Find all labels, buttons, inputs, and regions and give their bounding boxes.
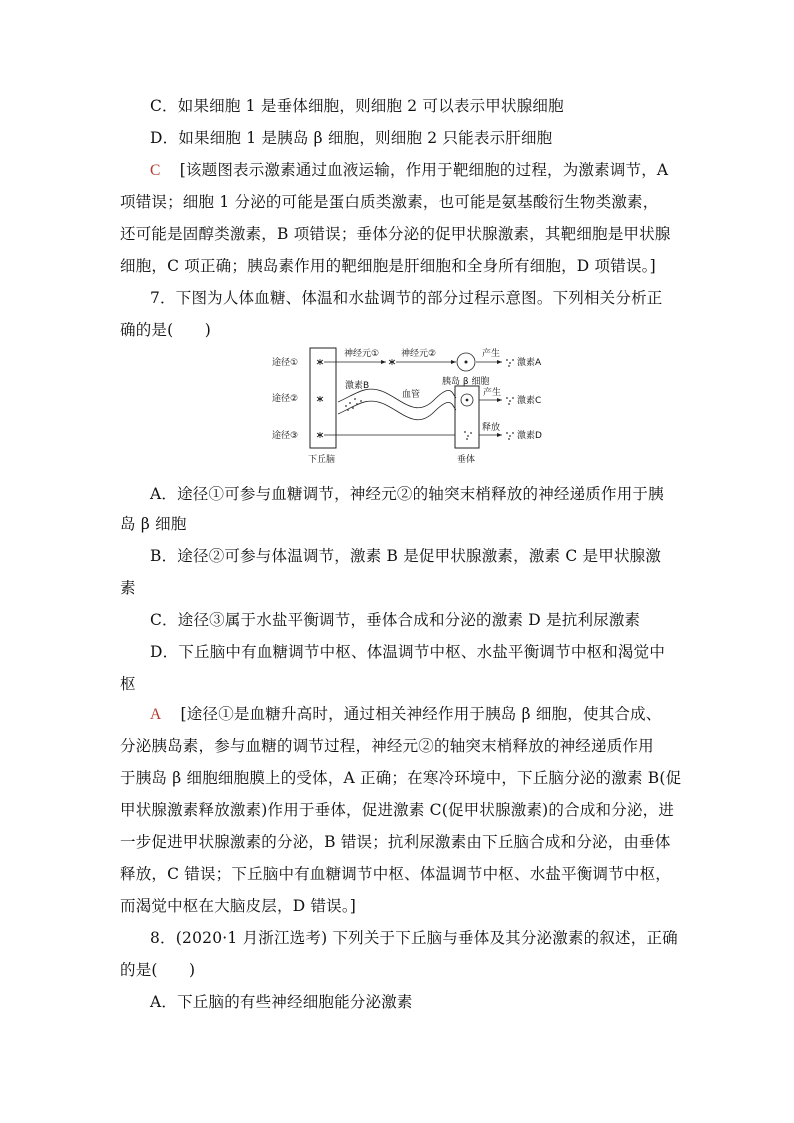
regulation-diagram: [266, 344, 566, 472]
explanation-line: 而渴觉中枢在大脑皮层，D 错误。]: [120, 897, 357, 915]
explanation-line: 甲状腺激素释放激素)作用于垂体，促进激素 C(促甲状腺激素)的合成和分泌，进: [120, 801, 675, 819]
question-8-stem: 8．(2020·1 月浙江选考) 下列关于下丘脑与垂体及其分泌激素的叙述，正确: [150, 929, 678, 947]
option-a-q8: A．下丘脑的有些神经细胞能分泌激素: [150, 993, 413, 1011]
neuron-2-label: 神经元②: [401, 349, 437, 359]
vessel-label: 血管: [402, 390, 421, 400]
explanation-line: 细胞，C 项正确；胰岛素作用的靶细胞是肝细胞和全身所有细胞，D 项错误。]: [120, 257, 656, 275]
explanation-line: 释放，C 错误；下丘脑中有血糖调节中枢、体温调节中枢、水盐平衡调节中枢，: [120, 865, 671, 883]
neuron-1-label: 神经元①: [344, 349, 380, 359]
hormone-a-label: 激素A: [517, 358, 542, 368]
hormone-dots: [506, 432, 514, 440]
explanation-line: 还可能是固醇类激素，B 项错误；垂体分泌的促甲状腺激素，其靶细胞是甲状腺: [120, 225, 671, 243]
hormone-c-label: 激素C: [517, 396, 542, 406]
islet-cell-label: 胰岛 β 细胞: [442, 377, 490, 387]
option-d-q7: D．下丘脑中有血糖调节中枢、体温调节中枢、水盐平衡调节中枢和渴觉中: [150, 643, 666, 661]
path-3-label: 途径③: [272, 431, 299, 441]
release-label: 释放: [482, 423, 501, 433]
explanation-line: 分泌胰岛素，参与血糖的调节过程，神经元②的轴突末梢释放的神经递质作用: [120, 737, 654, 755]
answer-letter: A: [150, 706, 162, 723]
question-7-stem: 7．下图为人体血糖、体温和水盐调节的部分过程示意图。下列相关分析正: [150, 289, 663, 307]
option-c-q6: C．如果细胞 1 是垂体细胞，则细胞 2 可以表示甲状腺细胞: [150, 97, 564, 115]
explanation-line: 于胰岛 β 细胞细胞膜上的受体，A 正确；在寒冷环境中，下丘脑分泌的激素 B(促: [120, 769, 682, 787]
path-2-label: 途径②: [272, 394, 299, 404]
option-d-q6: D．如果细胞 1 是胰岛 β 细胞，则细胞 2 只能表示肝细胞: [150, 129, 553, 147]
answer-letter: C: [150, 162, 161, 179]
option-d-q7-cont: 枢: [120, 675, 136, 693]
pituitary-label: 垂体: [457, 455, 476, 465]
explanation-line: 项错误；细胞 1 分泌的可能是蛋白质类激素，也可能是氨基酸衍生物类激素，: [120, 193, 659, 211]
vessel-wall-bottom: [338, 401, 456, 420]
produce-label-1: 产生: [482, 349, 501, 359]
explanation-line: 一步促进甲状腺激素的分泌，B 错误；抗利尿激素由下丘脑合成和分泌，由垂体: [120, 833, 671, 851]
path-1-label: 途径①: [272, 358, 299, 368]
answer-explanation-q6: C [该题图表示激素通过血液运输，作用于靶细胞的过程，为激素调节，A: [150, 161, 669, 179]
hormone-dots: [506, 359, 514, 367]
option-a-q7: A．途径①可参与血糖调节，神经元②的轴突末梢释放的神经递质作用于胰: [150, 485, 664, 503]
option-b-q7: B．途径②可参与体温调节，激素 B 是促甲状腺激素，激素 C 是甲状腺激: [150, 547, 662, 565]
neuron-icon: [317, 396, 323, 402]
hormone-d-dots: [464, 431, 472, 440]
hypothalamus-label: 下丘脑: [308, 455, 336, 465]
answer-explanation-q7: A [途径①是血糖升高时，通过相关神经作用于胰岛 β 细胞，使其合成、: [150, 705, 662, 723]
hormone-d-label: 激素D: [517, 431, 542, 441]
option-a-q7-cont: 岛 β 细胞: [120, 515, 187, 533]
option-b-q7-cont: 素: [120, 579, 136, 597]
neuron-icon: [317, 432, 323, 438]
neuron-icon: [389, 359, 395, 365]
question-8-stem-cont: 的是( ): [120, 961, 196, 979]
question-7-stem-cont: 确的是( ): [120, 321, 211, 339]
option-c-q7: C．途径③属于水盐平衡调节，垂体合成和分泌的激素 D 是抗利尿激素: [150, 611, 641, 629]
hormone-dots: [506, 397, 514, 405]
neuron-icon: [317, 359, 323, 365]
produce-label-2: 产生: [483, 388, 502, 398]
hormone-b-label: 激素B: [345, 381, 370, 391]
